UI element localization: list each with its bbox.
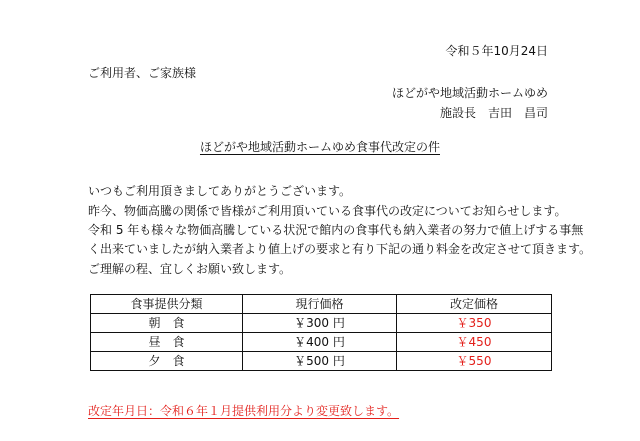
- revised-price: ￥550: [397, 352, 552, 371]
- header-current-price: 現行価格: [243, 295, 397, 314]
- revision-date-notice: 改定年月日：令和６年１月提供利用分より変更致します。: [88, 404, 400, 418]
- table-header-row: [91, 295, 552, 314]
- price-table: [90, 294, 552, 371]
- meal-category: 昼 食: [91, 333, 243, 352]
- table-row: [91, 314, 552, 333]
- revised-price: ￥350: [397, 314, 552, 333]
- meal-category: 夕 食: [91, 352, 243, 371]
- body-line: いつもご利用頂きましてありがとうございます。: [88, 184, 352, 198]
- body-line: ご理解の程、宜しくお願い致します。: [88, 262, 292, 276]
- body-line: 令和 5 年も様々な物価高騰している状況で館内の食事代も納入業者の努力で値上げする事無: [88, 223, 584, 237]
- current-price: ￥500 円: [243, 352, 397, 371]
- header-revised-price: 改定価格: [397, 295, 552, 314]
- current-price: ￥300 円: [243, 314, 397, 333]
- letter-recipient: ご利用者、ご家族様: [88, 66, 197, 80]
- current-price: ￥400 円: [243, 333, 397, 352]
- sender-organization: ほどがや地域活動ホームゆめ: [391, 86, 548, 100]
- revised-price: ￥450: [397, 333, 552, 352]
- letter-subject: ほどがや地域活動ホームゆめ食事代改定の件: [199, 140, 440, 154]
- body-line: 昨今、物価高騰の関係で皆様がご利用頂いている食事代の改定についてお知らせします。: [88, 204, 567, 218]
- table-row: [91, 352, 552, 371]
- letter-date: 令和５年10月24日: [445, 44, 548, 58]
- header-category: 食事提供分類: [91, 295, 243, 314]
- sender-name: 施設長 吉田 昌司: [439, 106, 548, 120]
- body-line: く出来ていましたが納入業者より値上げの要求と有り下記の通り料金を改定させて頂きます。: [88, 242, 592, 256]
- table-row: [91, 333, 552, 352]
- meal-category: 朝 食: [91, 314, 243, 333]
